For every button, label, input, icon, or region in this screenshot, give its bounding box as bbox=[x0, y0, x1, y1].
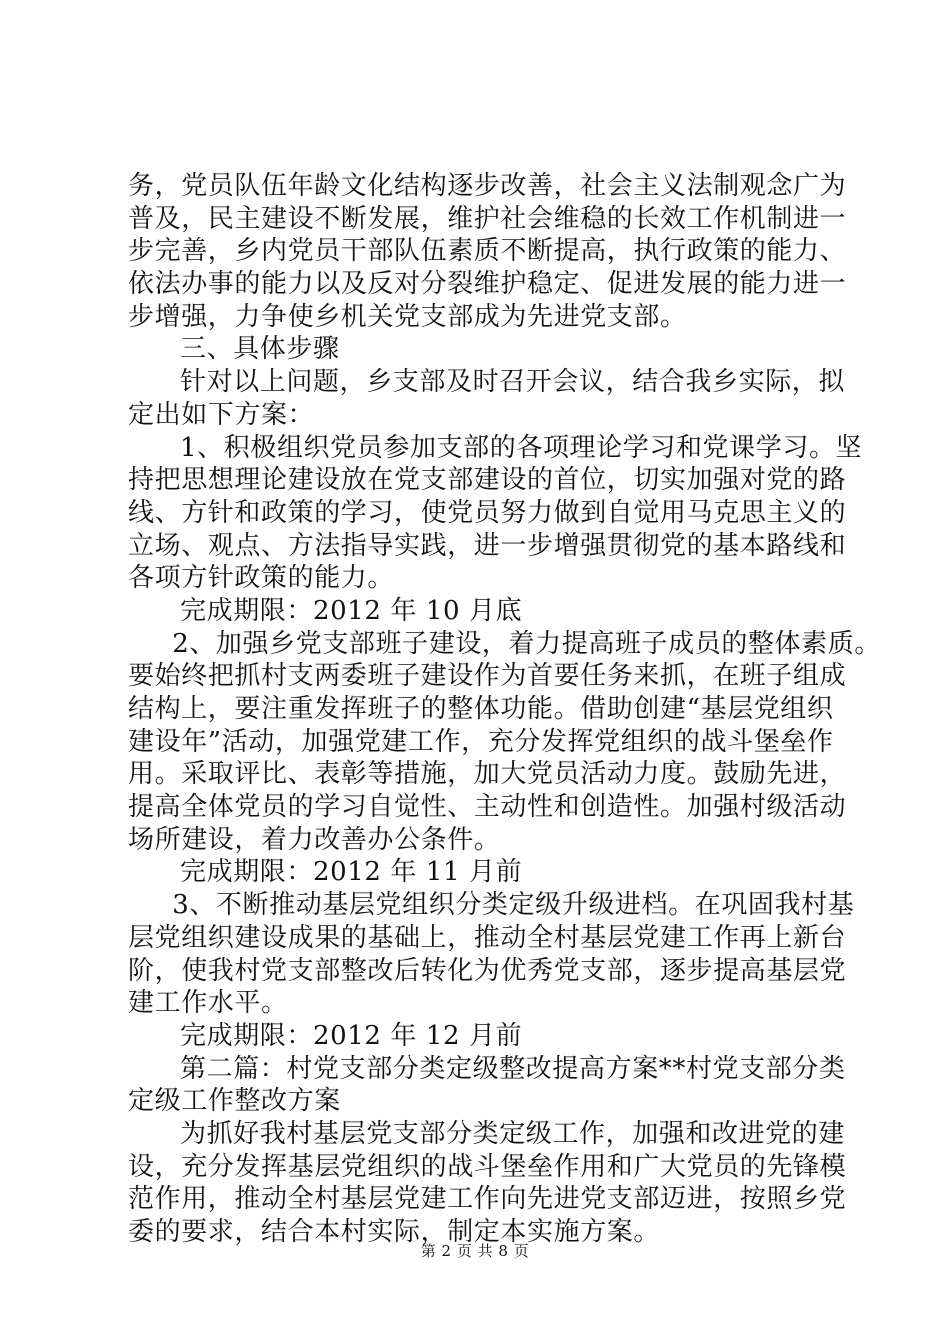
text-line: 用。采取评比、表彰等措施，加大党员活动力度。鼓励先进， bbox=[128, 759, 847, 790]
text-line: 各项方针政策的能力。 bbox=[128, 563, 395, 594]
text-line: 结构上，要注重发挥班子的整体功能。借助创建“基层党组织 bbox=[128, 694, 834, 724]
text-line: 完成期限：2012 年 10 月底 bbox=[180, 595, 523, 626]
text-line: 要始终把抓村支两委班子建设作为首要任务来抓，在班子组成 bbox=[128, 661, 847, 692]
text-line: 第二篇：村党支部分类定级整改提高方案**村党支部分类 bbox=[180, 1053, 846, 1084]
text-line: 普及，民主建设不断发展，维护社会维稳的长效工作机制进一 bbox=[128, 203, 847, 234]
text-line: 定级工作整改方案 bbox=[128, 1086, 341, 1117]
text-line: 设，充分发挥基层党组织的战斗堡垒作用和广大党员的先锋模 bbox=[128, 1151, 847, 1182]
text-line: 建工作水平。 bbox=[128, 988, 288, 1019]
document-body bbox=[128, 170, 881, 1249]
page-footer: 第 2 页 共 8 页 bbox=[420, 1242, 530, 1260]
text-line: 委的要求，结合本村实际，制定本实施方案。 bbox=[128, 1217, 661, 1247]
text-line: 为抓好我村基层党支部分类定级工作，加强和改进党的建 bbox=[180, 1118, 846, 1149]
text-line: 依法办事的能力以及反对分裂维护稳定、促进发展的能力进一 bbox=[128, 269, 847, 300]
text-line: 层党组织建设成果的基础上，推动全村基层党建工作再上新台 bbox=[128, 922, 847, 953]
text-line: 1、积极组织党员参加支部的各项理论学习和党课学习。坚 bbox=[180, 432, 863, 463]
text-line: 步增强，力争使乡机关党支部成为先进党支部。 bbox=[128, 301, 687, 332]
text-line: 阶，使我村党支部整改后转化为优秀党支部，逐步提高基层党 bbox=[128, 955, 847, 986]
text-line: 立场、观点、方法指导实践，进一步增强贯彻党的基本路线和 bbox=[128, 530, 847, 561]
text-line: 务，党员队伍年龄文化结构逐步改善，社会主义法制观念广为 bbox=[128, 171, 847, 201]
text-line: 3、不断推动基层党组织分类定级升级进档。在巩固我村基 bbox=[172, 890, 855, 921]
text-line: 范作用，推动全村基层党建工作向先进党支部迈进，按照乡党 bbox=[128, 1184, 847, 1215]
text-line: 持把思想理论建设放在党支部建设的首位，切实加强对党的路 bbox=[128, 465, 847, 496]
text-line: 建设年”活动，加强党建工作，充分发挥党组织的战斗堡垒作 bbox=[128, 726, 834, 757]
text-line: 三、具体步骤 bbox=[180, 334, 340, 365]
text-line: 线、方针和政策的学习，使党员努力做到自觉用马克思主义的 bbox=[128, 497, 847, 528]
text-line: 完成期限：2012 年 11 月前 bbox=[180, 857, 523, 888]
text-line: 提高全体党员的学习自觉性、主动性和创造性。加强村级活动 bbox=[128, 792, 847, 823]
text-line: 定出如下方案： bbox=[128, 399, 315, 430]
text-line: 步完善，乡内党员干部队伍素质不断提高，执行政策的能力、 bbox=[128, 236, 847, 267]
text-line: 2、加强乡党支部班子建设，着力提高班子成员的整体素质。 bbox=[172, 628, 881, 659]
text-line: 针对以上问题，乡支部及时召开会议，结合我乡实际，拟 bbox=[180, 367, 846, 398]
text-line: 完成期限：2012 年 12 月前 bbox=[180, 1020, 523, 1051]
text-line: 场所建设，着力改善办公条件。 bbox=[128, 824, 501, 855]
